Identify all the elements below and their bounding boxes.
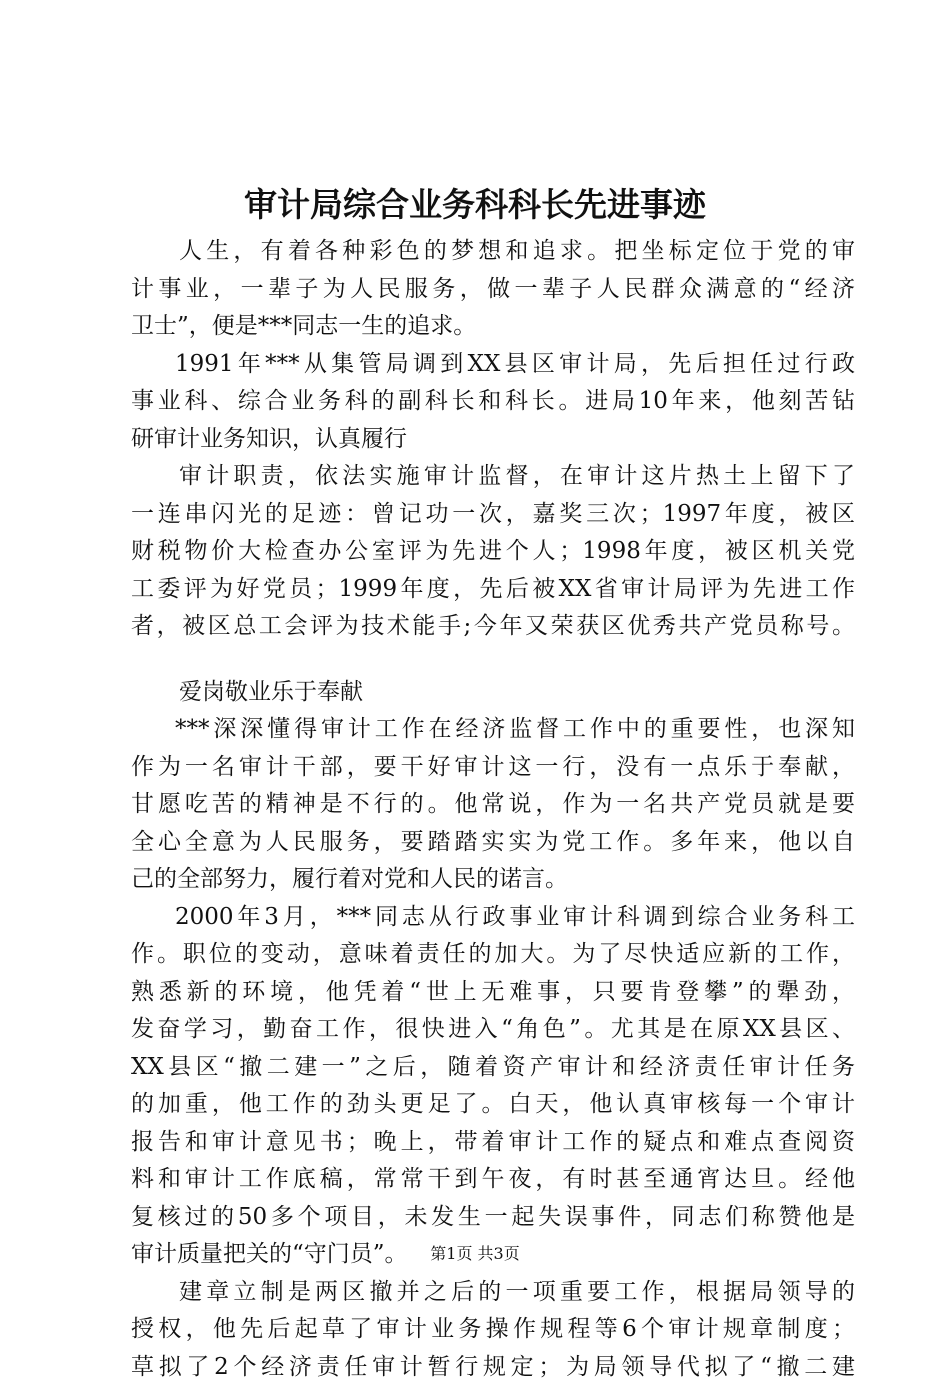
body-line: 甘愿吃苦的精神是不行的。他常说，作为一名共产党员就是要 [131, 786, 855, 824]
body-line: 建章立制是两区撤并之后的一项重要工作，根据局领导的 [131, 1274, 855, 1312]
body-line: 人生，有着各种彩色的梦想和追求。把坐标定位于党的审 [131, 233, 855, 271]
body-line: 全心全意为人民服务，要踏踏实实为党工作。多年来，他以自 [131, 824, 855, 862]
body-line: 者，被区总工会评为技术能手;今年又荣获区优秀共产党员称号。 [131, 608, 855, 646]
body-line: 草拟了2个经济责任审计暂行规定；为局领导代拟了“撤二建 [131, 1349, 855, 1386]
document-title: 审计局综合业务科科长先进事迹 [0, 183, 950, 227]
body-line: 卫士”，便是***同志一生的追求。 [131, 308, 855, 346]
body-line: 发奋学习，勤奋工作，很快进入“角色”。尤其是在原XX县区、 [131, 1011, 855, 1049]
body-line: 作。职位的变动，意味着责任的加大。为了尽快适应新的工作， [131, 936, 855, 974]
section-heading: 爱岗敬业乐于奉献 [131, 674, 855, 712]
body-line: 事业科、综合业务科的副科长和科长。进局10年来，他刻苦钻 [131, 383, 855, 421]
body-line: ***深深懂得审计工作在经济监督工作中的重要性，也深知 [131, 711, 855, 749]
body-line: 工委评为好党员；1999年度，先后被XX省审计局评为先进工作 [131, 571, 855, 609]
body-line: 2000年3月，***同志从行政事业审计科调到综合业务科工 [131, 899, 855, 937]
page-footer: 第1页 共3页 [0, 1244, 950, 1264]
body-line: 己的全部努力，履行着对党和人民的诺言。 [131, 861, 855, 899]
body-line: 研审计业务知识，认真履行 [131, 421, 855, 459]
body-line: 审计质量把关的“守门员”。 [131, 1236, 855, 1274]
body-line: 料和审计工作底稿，常常干到午夜，有时甚至通宵达旦。经他 [131, 1161, 855, 1199]
body-line: 一连串闪光的足迹：曾记功一次，嘉奖三次；1997年度，被区 [131, 496, 855, 534]
body-line: 授权，他先后起草了审计业务操作规程等6个审计规章制度； [131, 1311, 855, 1349]
body-line: 的加重，他工作的劲头更足了。白天，他认真审核每一个审计 [131, 1086, 855, 1124]
body-line: 财税物价大检查办公室评为先进个人；1998年度，被区机关党 [131, 533, 855, 571]
body-line: 报告和审计意见书；晚上，带着审计工作的疑点和难点查阅资 [131, 1124, 855, 1162]
body-line: 作为一名审计干部，要干好审计这一行，没有一点乐于奉献， [131, 749, 855, 787]
body-line: 计事业，一辈子为人民服务，做一辈子人民群众满意的“经济 [131, 271, 855, 309]
body-line: 熟悉新的环境，他凭着“世上无难事，只要肯登攀”的犟劲， [131, 974, 855, 1012]
body-line: 审计职责，依法实施审计监督，在审计这片热土上留下了 [131, 458, 855, 496]
document-body [131, 233, 855, 1386]
paragraph-spacer [131, 646, 855, 674]
body-line: XX县区“撤二建一”之后，随着资产审计和经济责任审计任务 [131, 1049, 855, 1087]
body-line: 1991年***从集管局调到XX县区审计局，先后担任过行政 [131, 346, 855, 384]
body-line: 复核过的50多个项目，未发生一起失误事件，同志们称赞他是 [131, 1199, 855, 1237]
